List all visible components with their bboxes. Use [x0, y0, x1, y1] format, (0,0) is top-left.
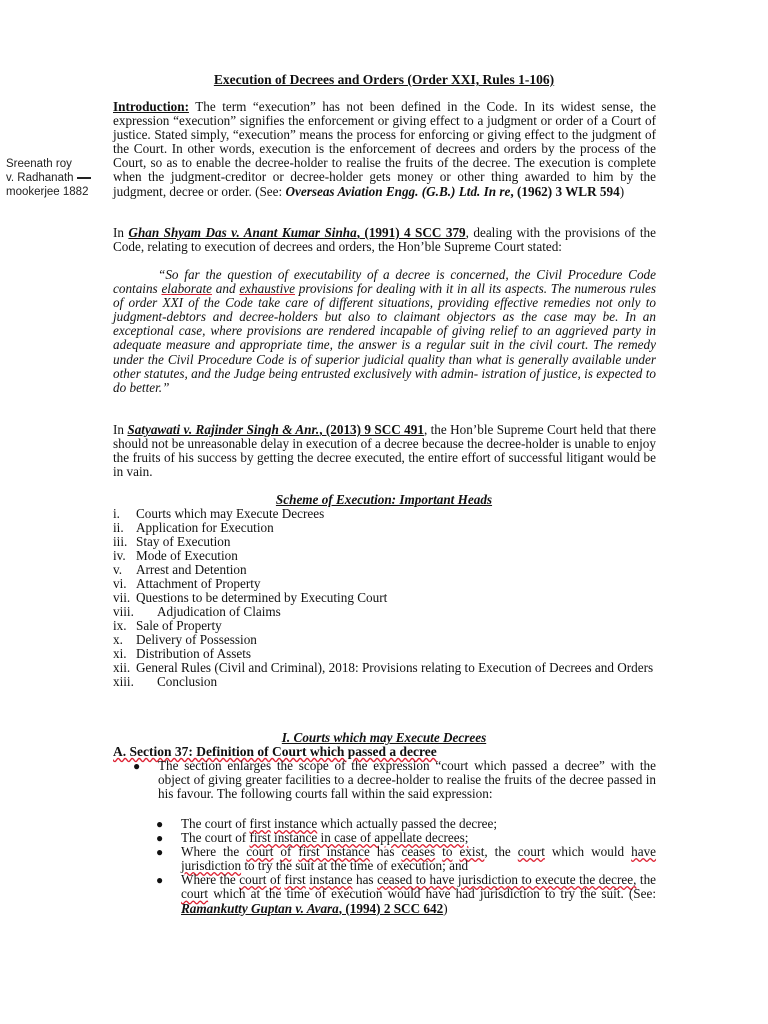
sub-bullet-list — [156, 816, 657, 916]
bullet-icon: ● — [156, 873, 164, 888]
list-item-text: Sale of Property — [136, 618, 222, 633]
list-item — [113, 675, 656, 689]
introduction-label: Introduction: — [113, 99, 189, 114]
list-item — [113, 661, 656, 675]
bullet-icon: ● — [156, 831, 164, 846]
list-item-number: v. — [113, 562, 123, 577]
case-citation: Overseas Aviation Engg. (G.B.) Ltd. In re — [285, 183, 511, 199]
satyawati-paragraph: In Satyawati v. Rajinder Singh & Anr., (2013) 9 SCC 491, the Hon’ble Supreme Court held that there should not be unreasonable delay in execution of a decree because the decree-holder is unable to enjoy the fruits of his success by getting the decree executed, the entire effort of successful litigant would be in vain. — [113, 422, 656, 480]
list-item-number: xii. — [113, 660, 131, 675]
list-item-text: Mode of Execution — [136, 548, 238, 563]
list-item-number: vi. — [113, 576, 127, 591]
list-item-text: Arrest and Detention — [136, 562, 247, 577]
margin-note-line-2: v. Radhanath — [6, 171, 112, 185]
list-item — [113, 577, 656, 591]
list-item — [113, 549, 656, 563]
main-bullet-list — [133, 758, 656, 802]
list-item-number: ix. — [113, 618, 127, 633]
list-item-text: Questions to be determined by Executing Court — [136, 590, 388, 605]
margin-note — [6, 157, 112, 200]
list-item — [113, 605, 656, 619]
list-item: ● The court of first instance which actually passed the decree; — [156, 816, 498, 831]
list-item-text: Attachment of Property — [136, 576, 261, 591]
list-item — [113, 619, 656, 633]
bullet-icon: ● — [156, 817, 164, 831]
case-citation: Ramankutty Guptan v. Avara — [181, 900, 339, 916]
list-item: ● Where the court of first instance has ceases to exist, the court which would have jurisdiction to try the suit at the time of execution; and — [156, 844, 657, 874]
list-item-text: Adjudication of Claims — [157, 604, 281, 619]
list-item-text: Courts which may Execute Decrees — [136, 506, 325, 521]
list-item-text: Delivery of Possession — [136, 632, 257, 647]
list-item — [113, 535, 656, 549]
list-item-number: ii. — [113, 520, 124, 535]
bullet-icon: ● — [156, 845, 164, 860]
list-item — [113, 563, 656, 577]
list-item — [113, 633, 656, 647]
supreme-court-quote: “So far the question of executability of a decree is concerned, the Civil Procedure Code contains elaborate and exhaustive provisions for dealing with it in all its aspects. The numerous rules of order XXI of the Code take care of different situations, providing effective remedies not only to judgment-debtors and decree-holders but also to claimant objectors as the case may be. In an exceptional case, where provisions are rendered incapable of giving relief to an aggrieved party in adequate measure and appropriate time, the answer is a regular suit in the civil court. The remedy under the Civil Procedure Code is of superior judicial quality than what is generally available under other statutes, and the Judge being entrusted exclusively with admin- istration of justice, is expected to do better.” — [113, 267, 656, 395]
list-item-number: xi. — [113, 646, 127, 661]
margin-note-line-1: Sreenath roy — [6, 158, 72, 170]
list-item-number: i. — [113, 506, 120, 521]
list-item-number: iv. — [113, 548, 126, 563]
list-item-text: Distribution of Assets — [136, 646, 252, 661]
list-item-number: iii. — [113, 534, 128, 549]
list-item-number: x. — [113, 632, 123, 647]
list-item-number: xiii. — [113, 674, 134, 689]
list-item — [113, 591, 656, 605]
introduction-paragraph: Introduction: The term “execution” has not been defined in the Code. In its widest sense, the expression “execution” signifies the enforcement or giving effect to a judgment or order of a Court of justice. Stated simply, “execution” means the process for enforcing or giving effect to the judgment of the Court. In other words, execution is the enforcement of decrees and orders by the process of the Court, so as to enable the decree-holder to realise the fruits of the decree. The execution is complete when the judgment-creditor or decree-holder gets money or other thing awarded to him by the judgment, decree or order. (See: Overseas Aviation Engg. (G.B.) Ltd. In re, (1962) 3 WLR 594) — [113, 99, 656, 199]
dash-connector — [77, 177, 91, 179]
scheme-heading: Scheme of Execution: Important Heads — [275, 492, 493, 507]
list-item-text: Stay of Execution — [136, 534, 231, 549]
list-item: ● The section enlarges the scope of the expression “court which passed a decree” with the object of giving greater facilities to a decree-holder to realise the fruits of the decree passed in his favour. The following courts fall within the said expression: — [133, 758, 656, 802]
case-citation: Ghan Shyam Das v. Anant Kumar Sinha — [128, 225, 357, 240]
margin-note-line-3: mookerjee 1882 — [6, 186, 89, 199]
list-item-number: viii. — [113, 604, 134, 619]
scheme-list — [113, 507, 656, 689]
list-item — [113, 507, 656, 521]
section-a-heading: A. Section 37: Definition of Court which passed a decree — [113, 744, 437, 759]
section-1-heading: I. Courts which may Execute Decrees — [281, 730, 487, 745]
list-item-number: vii. — [113, 590, 131, 605]
bullet-icon: ● — [133, 759, 141, 773]
page-title: Execution of Decrees and Orders (Order XXI, Rules 1-106) — [213, 72, 555, 87]
list-item: ● The court of first instance in case of appellate decrees; — [156, 830, 469, 846]
list-item — [113, 521, 656, 535]
list-item-text: Conclusion — [157, 674, 218, 689]
list-item-text: General Rules (Civil and Criminal), 2018: Provisions relating to Execution of Decrees and Orders — [136, 660, 654, 675]
list-item-text: Application for Execution — [136, 520, 274, 535]
list-item — [113, 647, 656, 661]
case-citation: Satyawati v. Rajinder Singh & Anr. — [127, 422, 320, 437]
list-item: ● Where the court of first instance has ceased to have jurisdiction to execute the decree, the court which at the time of execution would have had jurisdiction to try the suit. (See: Ramankutty Guptan v. Avara, (1994) 2 SCC 642) — [156, 872, 657, 916]
ghan-shyam-paragraph: In Ghan Shyam Das v. Anant Kumar Sinha, (1991) 4 SCC 379, dealing with the provisions of the Code, relating to execution of decrees and orders, the Hon’ble Supreme Court stated: — [113, 225, 656, 255]
